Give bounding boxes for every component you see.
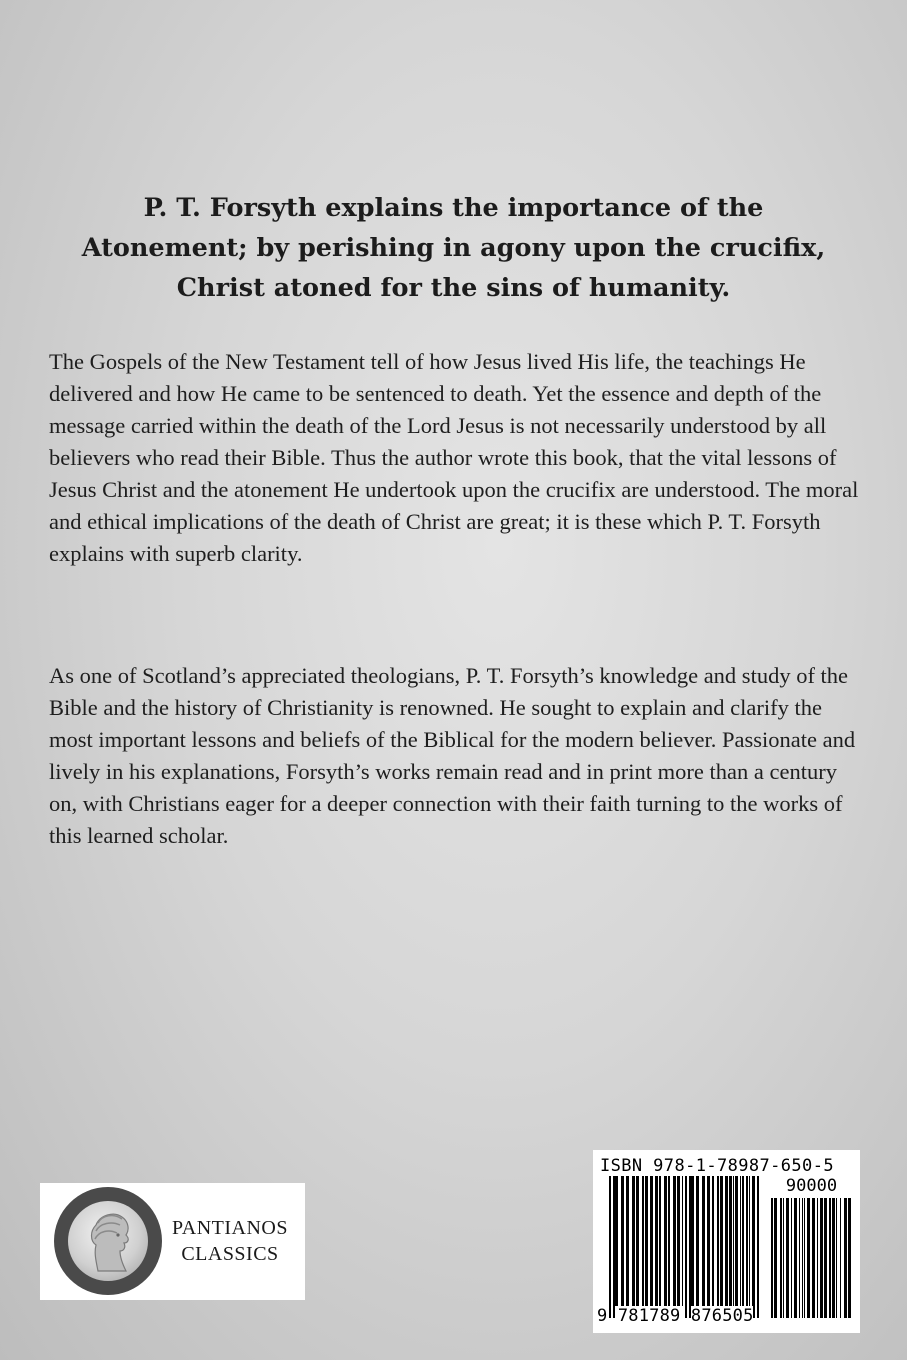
- description-paragraph-1: The Gospels of the New Testament tell of how Jesus lived His life, the teachings He delivered and how He came to be sentenced to death. Yet the essence and depth of the message carried within the death of the Lord Jesus is not necessarily understood by all believers who read their Bible. Thus the author wrote this book, that the vital lessons of Jesus Christ and the atonement He undertook upon the crucifix are understood. The moral and ethical implications of the death of Christ are great; it is these which P. T. Forsyth explains with superb clarity.: [49, 349, 859, 566]
- publisher-name-line1: PANTIANOS: [171, 1217, 288, 1239]
- publisher-logo: [40, 1183, 305, 1300]
- coin-portrait-icon: [54, 1187, 162, 1295]
- isbn-barcode: [593, 1150, 860, 1333]
- description-paragraph-2: As one of Scotland’s appreciated theologians, P. T. Forsyth’s knowledge and study of the Bible and the history of Christianity is renowned. He sought to explain and clarify the most important lessons and beliefs of the Biblical for the modern believer. Passionate and lively in his explanations, Forsyth’s works remain read and in print more than a century on, with Christians eager for a deeper connection with their faith turning to the works of this learned scholar.: [49, 663, 856, 848]
- price-addon-code: 90000: [785, 1176, 838, 1196]
- isbn-label: ISBN 978-1-78987-650-5: [600, 1156, 834, 1176]
- publisher-name-line2: CLASSICS: [181, 1243, 279, 1265]
- ean-digits: 9 781789 876505: [597, 1306, 754, 1326]
- back-cover-tagline: P. T. Forsyth explains the importance of the Atonement; by perishing in agony upon the crucifix, Christ atoned for the sins of humanity.: [81, 193, 826, 303]
